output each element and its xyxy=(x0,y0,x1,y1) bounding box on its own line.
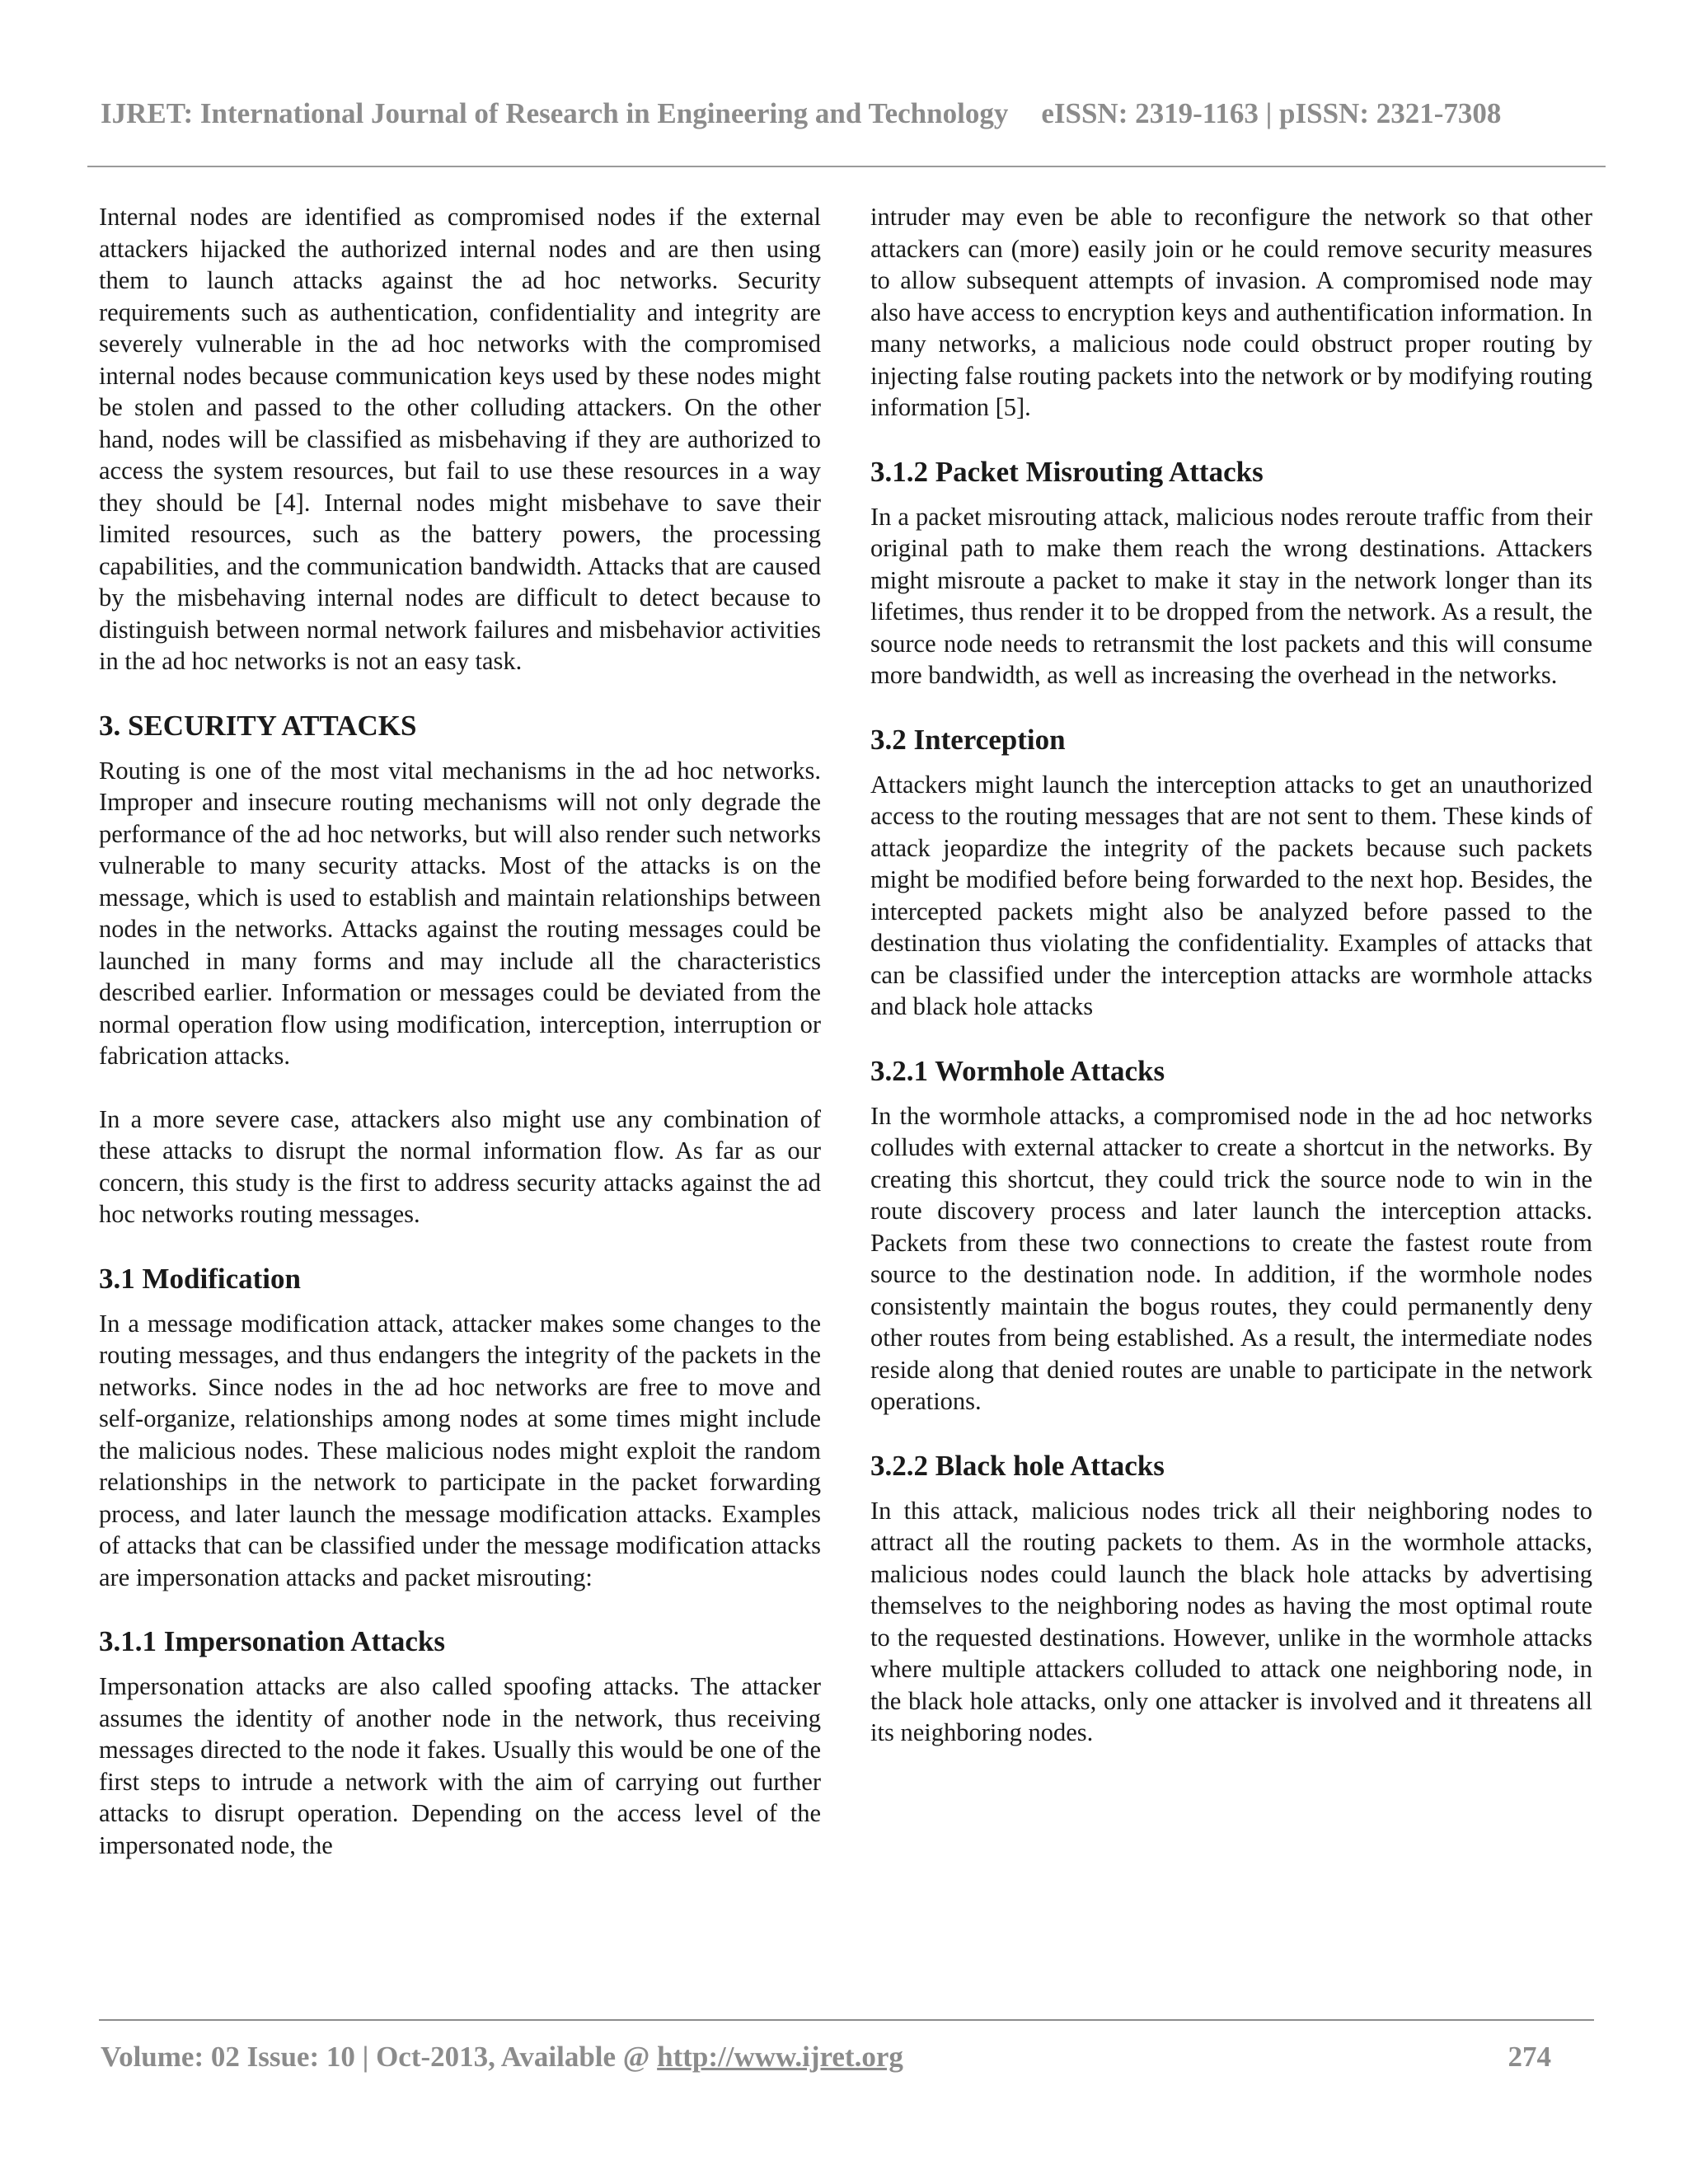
left-column xyxy=(99,201,821,1861)
journal-title: IJRET: International Journal of Research in Engineering and Technology xyxy=(101,97,1009,129)
running-header xyxy=(101,97,1501,130)
section-heading-wormhole: 3.2.1 Wormhole Attacks xyxy=(870,1054,1165,1087)
paragraph-impersonation: Impersonation attacks are also called spoofing attacks. The attacker assumes the identity of another node in the network, thus receiving messages directed to the node it fakes. Usually this would be one of the first steps to intrude a network with the aim of carrying out further attacks to disrupt operation. Depending on the access level of the impersonated node, the xyxy=(99,1672,821,1859)
paragraph-intruder: intruder may even be able to reconfigure the network so that other attackers can (more) easily join or he could remove security measures to allow subsequent attempts of invasion. A compromised node may also have access to encryption keys and authentification information. In many networks, a malicious node could obstruct proper routing by injecting false routing packets into the network or by modifying routing information [5]. xyxy=(870,203,1592,421)
section-heading-impersonation: 3.1.1 Impersonation Attacks xyxy=(99,1625,446,1657)
paragraph-interception: Attackers might launch the interception attacks to get an unauthorized access to the routing messages that are not sent to them. These kinds of attack jeopardize the integrity of the packets because such packets might be modified before being forwarded to the next hop. Besides, the intercepted packets might also be analyzed before passed to the destination thus violating the confidentiality. Examples of attacks that can be classified under the interception attacks are wormhole attacks and black hole attacks xyxy=(870,770,1592,1020)
section-heading-misrouting: 3.1.2 Packet Misrouting Attacks xyxy=(870,455,1264,488)
section-heading-interception: 3.2 Interception xyxy=(870,723,1066,756)
journal-url-link[interactable]: http://www.ijret.org xyxy=(657,2041,903,2073)
section-heading-blackhole: 3.2.2 Black hole Attacks xyxy=(870,1449,1165,1482)
footer-divider xyxy=(99,2019,1594,2021)
paragraph-wormhole: In the wormhole attacks, a compromised node in the ad hoc networks colludes with external attacker to create a shortcut in the networks. By creating this shortcut, they could trick the source node to win in the route discovery process and later launch the interception attacks. Packets from these two connections to create the fastest route from source to the destination node. In addition, if the wormhole nodes consistently maintain the bogus routes, they could permanently deny other routes from being established. As a result, the intermediate nodes reside along that denied routes are unable to participate in the network operations. xyxy=(870,1101,1592,1415)
issn-numbers: eISSN: 2319-1163 | pISSN: 2321-7308 xyxy=(1041,97,1502,129)
paragraph-severe-case: In a more severe case, attackers also might use any combination of these attacks to disrupt the normal information flow. As far as our concern, this study is the first to address security attacks against the ad hoc networks routing messages. xyxy=(99,1104,821,1228)
paragraph-routing: Routing is one of the most vital mechanisms in the ad hoc networks. Improper and insecure routing mechanisms will not only degrade the performance of the ad hoc networks, but will also render such networks vulnerable to many security attacks. Most of the attacks is on the message, which is used to establish and maintain relationships between nodes in the networks. Attacks against the routing messages could be launched in many forms and may include all the characteristics described earlier. Information or messages could be deviated from the normal operation flow using modification, interception, interruption or fabrication attacks. xyxy=(99,756,821,1070)
paragraph-modification: In a message modification attack, attacker makes some changes to the routing messages, and thus endangers the integrity of the packets in the networks. Since nodes in the ad hoc networks are free to move and self-organize, relationships among nodes at some times might include the malicious nodes. These malicious nodes might exploit the random relationships in the network to participate in the packet forwarding process, and later launch the message modification attacks. Examples of attacks that can be classified under the message modification attacks are impersonation attacks and packet misrouting: xyxy=(99,1309,821,1591)
paragraph-internal-nodes: Internal nodes are identified as compromised nodes if the external attackers hijacked the authorized internal nodes and are then using them to launch attacks against the ad hoc networks. Security requirements such as authentication, confidentiality and integrity are severely vulnerable in the ad hoc networks with the compromised internal nodes because communication keys used by these nodes might be stolen and passed to the other colluding attackers. On the other hand, nodes will be classified as misbehaving if they are authorized to access the system resources, but fail to use these resources in a way they should be [4]. Internal nodes might misbehave to save their limited resources, such as the battery powers, the processing capabilities, and the communication bandwidth. Attacks that are caused by the misbehaving internal nodes are difficult to detect because to distinguish between normal network failures and misbehavior activities in the ad hoc networks is not an easy task. xyxy=(99,203,821,675)
volume-info: Volume: 02 Issue: 10 | Oct-2013, Available @ xyxy=(101,2041,658,2073)
page-number: 274 xyxy=(1507,2041,1551,2073)
right-column xyxy=(870,201,1592,1749)
paragraph-misrouting: In a packet misrouting attack, malicious nodes reroute traffic from their original path to make them reach the wrong destinations. Attackers might misroute a packet to make it stay in the network longer than its lifetimes, thus render it to be dropped from the network. As a result, the source node needs to retransmit the lost packets and this will consume more bandwidth, as well as increasing the overhead in the networks. xyxy=(870,502,1592,689)
section-heading-security-attacks: 3. SECURITY ATTACKS xyxy=(99,709,417,742)
header-divider xyxy=(87,166,1606,167)
section-heading-modification: 3.1 Modification xyxy=(99,1262,301,1295)
paragraph-blackhole: In this attack, malicious nodes trick all their neighboring nodes to attract all the routing packets to them. As in the wormhole attacks, malicious nodes could launch the black hole attacks by advertising themselves to the neighboring nodes as having the most optimal route to the requested destinations. However, unlike in the wormhole attacks where multiple attackers colluded to attack one neighboring node, in the black hole attacks, only one attacker is involved and it threatens all its neighboring nodes. xyxy=(870,1496,1592,1746)
page-footer xyxy=(101,2041,1551,2074)
